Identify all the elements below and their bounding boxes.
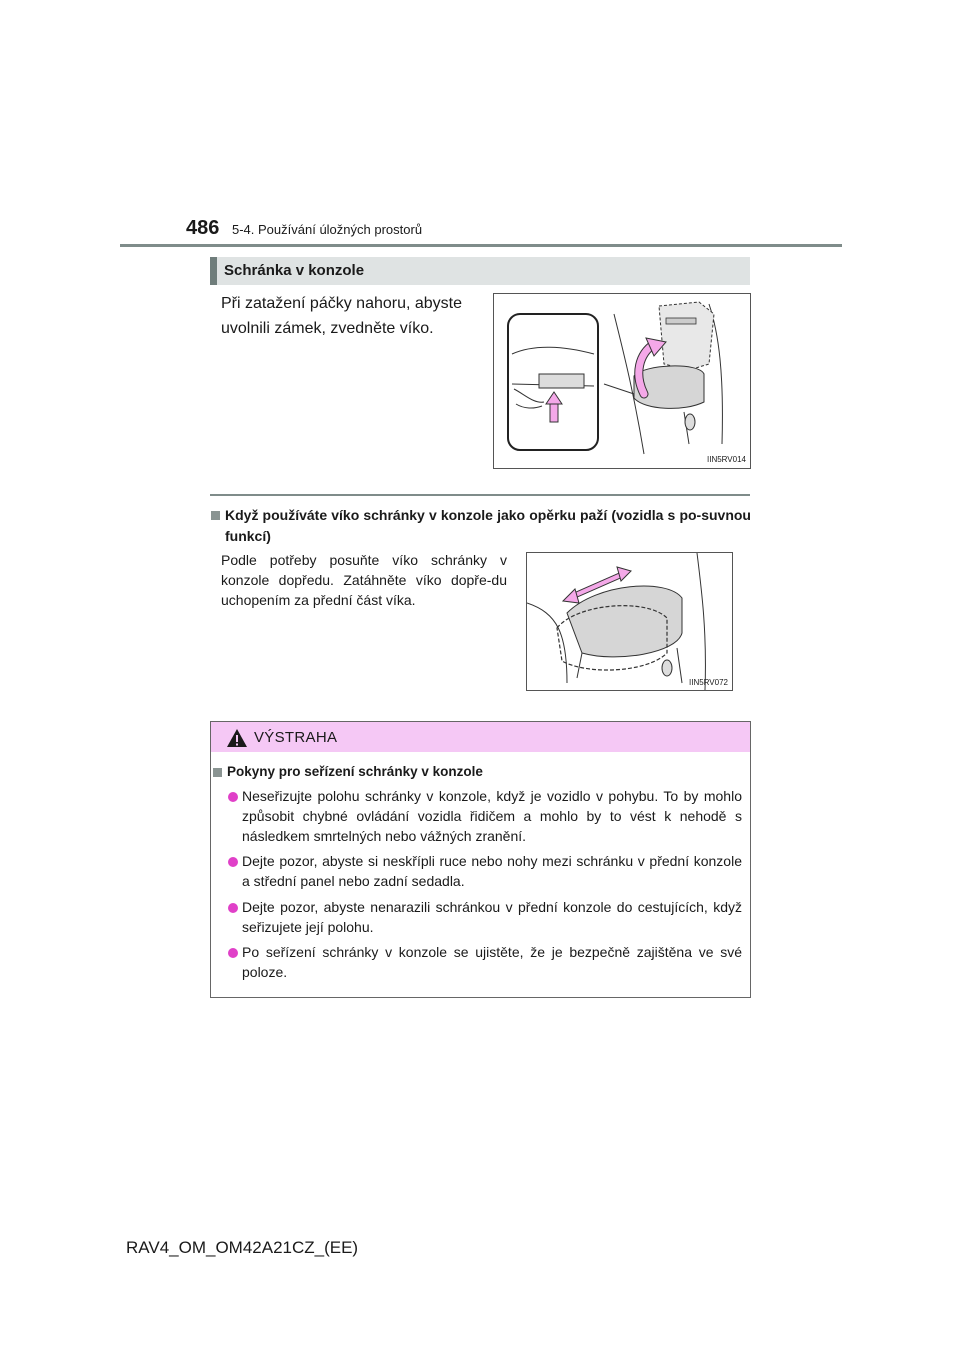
bullet-icon	[228, 948, 238, 958]
page-number: 486	[186, 217, 220, 239]
warning-title: VÝSTRAHA	[254, 729, 338, 746]
square-bullet-icon	[211, 511, 220, 520]
subsection-paragraph: Podle potřeby posuňte víko schránky v konzole dopředu. Zatáhněte víko dopře-du uchopením za přední část víka.	[221, 552, 507, 608]
figure-code: IIN5RV014	[707, 455, 746, 464]
intro-paragraph: Při zatažení páčky nahoru, abyste uvolnili zámek, zvedněte víko.	[221, 295, 463, 337]
chapter-title: 5-4. Používání úložných prostorů	[232, 222, 423, 237]
bullet-icon	[228, 792, 238, 802]
document-code: RAV4_OM_OM42A21CZ_(EE)	[126, 1238, 359, 1257]
section-title: Schránka v konzole	[224, 262, 365, 279]
warning-triangle-icon	[226, 728, 248, 748]
bullet-icon	[228, 857, 238, 867]
square-bullet-icon	[213, 768, 222, 777]
console-lid-illustration	[494, 294, 750, 468]
figure-code: IIN5RV072	[689, 678, 728, 687]
console-slide-illustration	[527, 553, 732, 690]
subsection-heading: Když používáte víko schránky v konzole jako opěrku paží (vozidla s po-suvnou funkcí)	[225, 507, 751, 544]
warning-item: Po seřízení schránky v konzole se ujistěte, že je bezpečně zajištěna ve své poloze.	[242, 944, 742, 980]
warning-heading: Pokyny pro seřízení schránky v konzole	[227, 764, 483, 779]
warning-item: Dejte pozor, abyste nenarazili schránkou v přední konzole do cestujících, když seřizujete její polohu.	[242, 899, 742, 935]
warning-item: Neseřizujte polohu schránky v konzole, když je vozidlo v pohybu. To by mohlo způsobit chybné ovládání vozidla řidičem a mohlo by to vést k nehodě s následkem smrtelných nebo vážných zranění.	[242, 788, 742, 844]
bullet-icon	[228, 903, 238, 913]
section-title-accent	[210, 257, 217, 285]
header-divider	[120, 244, 842, 247]
figure-console-lid-open	[493, 293, 751, 469]
warning-item: Dejte pozor, abyste si neskřípli ruce nebo nohy mezi schránku v přední konzole a střední panel nebo zadní sedadla.	[242, 853, 742, 889]
subsection-divider	[210, 494, 750, 496]
figure-console-slide	[526, 552, 733, 691]
